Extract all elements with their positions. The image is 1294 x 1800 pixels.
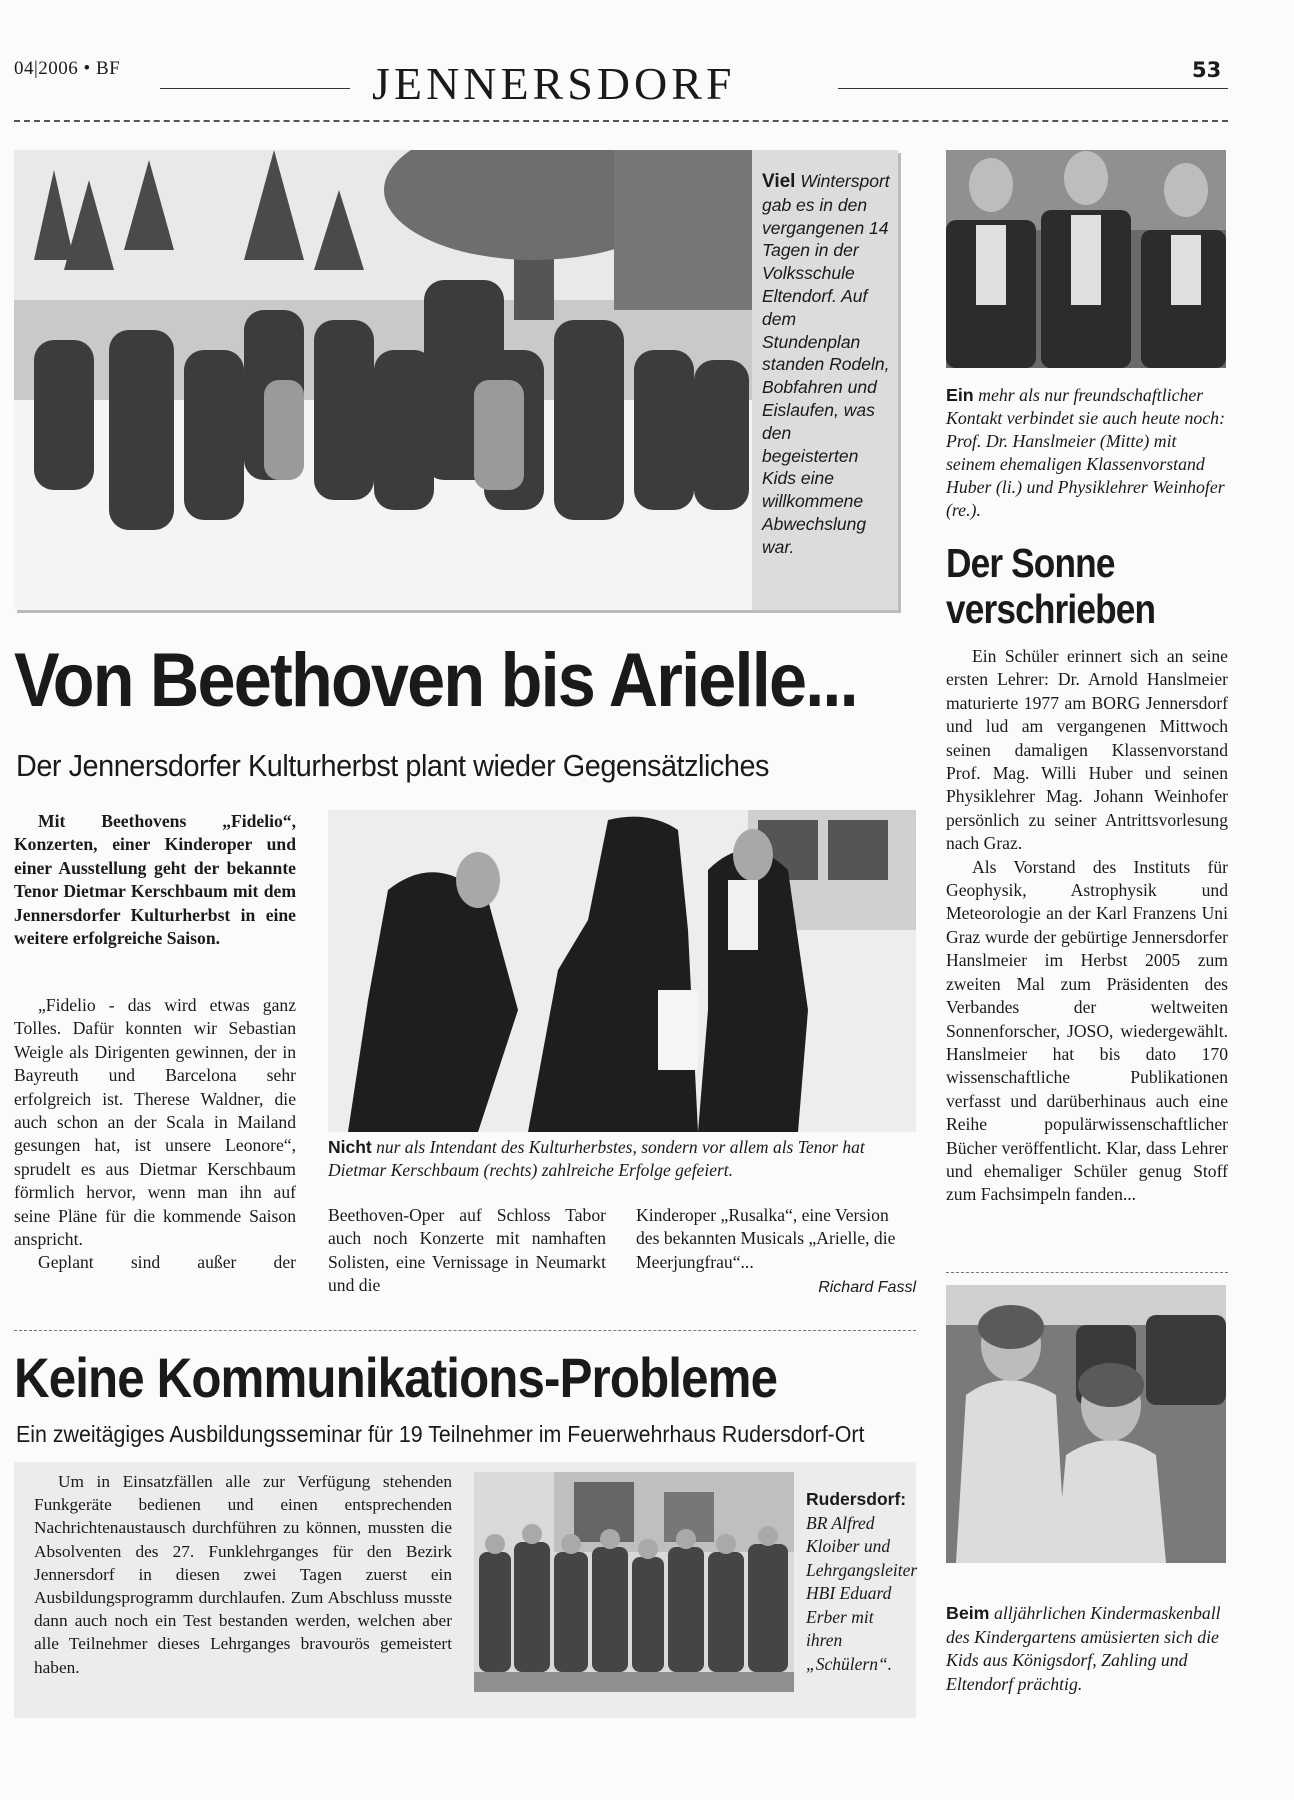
beethoven-author: Richard Fassl bbox=[818, 1279, 916, 1296]
kids-caption-text: alljährlichen Kindermaskenball des Kindergartens amüsierten sich die Kids aus Königsdorf, Zahling und Eltendorf prächtig. bbox=[946, 1603, 1221, 1694]
teachers-caption-lead: Ein bbox=[946, 385, 974, 405]
kids-photo-caption bbox=[946, 1602, 1226, 1696]
beethoven-column-1 bbox=[14, 994, 296, 1275]
issue-label: 04|2006 • BF bbox=[14, 58, 121, 79]
kids-caption-lead: Beim bbox=[946, 1603, 990, 1623]
header-dashed-divider bbox=[14, 120, 1228, 122]
teachers-photo bbox=[946, 150, 1226, 368]
beethoven-col1-continued: Geplant sind außer der bbox=[38, 1252, 296, 1273]
header-rule-left bbox=[160, 88, 350, 89]
winter-caption-lead: Viel bbox=[762, 171, 796, 192]
kommunikation-headline: Keine Kommunikations-Probleme bbox=[14, 1346, 778, 1409]
page-number: 53 bbox=[1192, 58, 1222, 82]
teachers-photo-caption bbox=[946, 384, 1226, 522]
kommunikation-body: Um in Einsatzfällen alle zur Verfügung stehenden Funkgeräte bedienen und einen entsprechenden Nachrichtenaustausch durchführen zu können, mussten die Absolventen des 27. Funklehrganges für den Bezirk Jennersdorf in diesen zwei Tagen zuerst ein Ausbildungsprogramm durchlaufen. Zum Abschluss musste dann auch noch ein Test bestanden werden, welchen aber alle Teilnehmer dieses Lehrganges bravourös gemeistert haben. bbox=[34, 1472, 452, 1677]
beethoven-headline: Von Beethoven bis Arielle... bbox=[14, 638, 857, 723]
winter-photo bbox=[14, 150, 752, 610]
beethoven-column-3: Kinderoper „Rusalka“, eine Version des bekannten Musicals „Arielle, die Meerjungfrau“... bbox=[636, 1205, 896, 1272]
teachers-caption-text: mehr als nur freundschaftlicher Kontakt verbindet sie auch heute noch: Prof. Dr. Hanslmeier (Mitte) mit seinem ehemaligen Klassenvorstand Huber (li.) und Physiklehrer Weinhofer (re.). bbox=[946, 385, 1225, 520]
sonne-dashed-divider bbox=[946, 1272, 1228, 1273]
opera-photo-caption bbox=[328, 1136, 916, 1182]
sonne-paragraph-2: Als Vorstand des Instituts für Geophysik, Astrophysik und Meteorologie an der Karl Franzens Uni Graz wurde der gebürtige Jennersdorfer Hanslmeier im Herbst 2005 zum zweiten Mal zum Präsidenten des Verbandes der weltweiten Sonnenforscher, JOSO, wiedergewählt. Hanslmeier hat bis dato 170 wissenschaftliche Publikationen verfasst und darüberhinaus auch eine Reihe populärwissenschaftlicher Bücher veröffentlicht. Klar, dass Lehrer und ehemaliger Schüler genug Stoff zum Fachsimpeln fanden... bbox=[946, 856, 1228, 1205]
opera-caption-lead: Nicht bbox=[328, 1137, 372, 1157]
sonne-body bbox=[946, 645, 1228, 1207]
beethoven-column-2: Beethoven-Oper auf Schloss Tabor auch noch Konzerte mit namhaften Solisten, eine Vernissage in Neumarkt und die bbox=[328, 1205, 606, 1296]
beethoven-lead: Mit Beethovens „Fidelio“, Konzerten, einer Kinderoper und einer Ausstellung geht der bekannte Tenor Dietmar Kerschbaum mit dem Jennersdorfer Kulturherbst in eine weitere erfolgreiche Saison. bbox=[14, 811, 296, 949]
section-title: JENNERSDORF bbox=[372, 58, 736, 109]
sonne-headline: Der Sonne verschrieben bbox=[946, 540, 1156, 632]
opera-photo bbox=[328, 810, 916, 1132]
header-rule-right bbox=[838, 88, 1228, 89]
sonne-paragraph-1: Ein Schüler erinnert sich an seine ersten Lehrer: Dr. Arnold Hanslmeier maturierte 1977 am BORG Jennersdorf und lud am vergangenen Mittwoch seinen damaligen Klassenvorstand Prof. Mag. Willi Huber und seinen Physiklehrer Mag. Johann Weinhofer persönlich zu seiner Antrittsvorlesung nach Graz. bbox=[946, 646, 1228, 854]
winter-photo-frame bbox=[14, 150, 898, 610]
firefighters-photo bbox=[474, 1472, 794, 1692]
winter-photo-caption bbox=[762, 170, 890, 559]
kids-photo bbox=[946, 1285, 1226, 1563]
beethoven-subheadline: Der Jennersdorfer Kulturherbst plant wieder Gegensätzliches bbox=[16, 748, 769, 783]
firefighters-caption bbox=[806, 1488, 918, 1676]
firefighters-caption-lead: Rudersdorf: bbox=[806, 1489, 907, 1509]
opera-caption-text: nur als Intendant des Kulturherbstes, sondern vor allem als Tenor hat Dietmar Kerschbaum (rechts) zahlreiche Erfolge gefeiert. bbox=[328, 1137, 865, 1180]
kommunikation-subheadline: Ein zweitägiges Ausbildungsseminar für 19 Teilnehmer im Feuerwehrhaus Rudersdorf-Ort bbox=[16, 1421, 865, 1447]
firefighters-caption-text: BR Alfred Kloiber und Lehrgangsleiter HBI Eduard Erber mit ihren „Schülern“. bbox=[806, 1512, 918, 1674]
beethoven-col1-paragraph: „Fidelio - das wird etwas ganz Tolles. Dafür konnten wir Sebastian Weigle als Dirigenten gewinnen, der in Bayreuth und Barcelona sehr erfolgreich ist. Therese Waldner, die auch schon an der Scala in Mailand gesungen hat, ist unsere Leonore“, sprudelt es aus Dietmar Kerschbaum förmlich hervor, wenn man ihn auf seine Pläne für die kommende Saison anspricht. bbox=[14, 995, 296, 1250]
kommunikation-dashed-divider bbox=[14, 1330, 916, 1331]
winter-caption-text: Wintersport gab es in den vergangenen 14 Tagen in der Volksschule Eltendorf. Auf dem Stundenplan standen Rodeln, Bobfahren und Eislaufen, was den begeisterten Kids eine willkommene Abwechslung war. bbox=[762, 171, 890, 557]
